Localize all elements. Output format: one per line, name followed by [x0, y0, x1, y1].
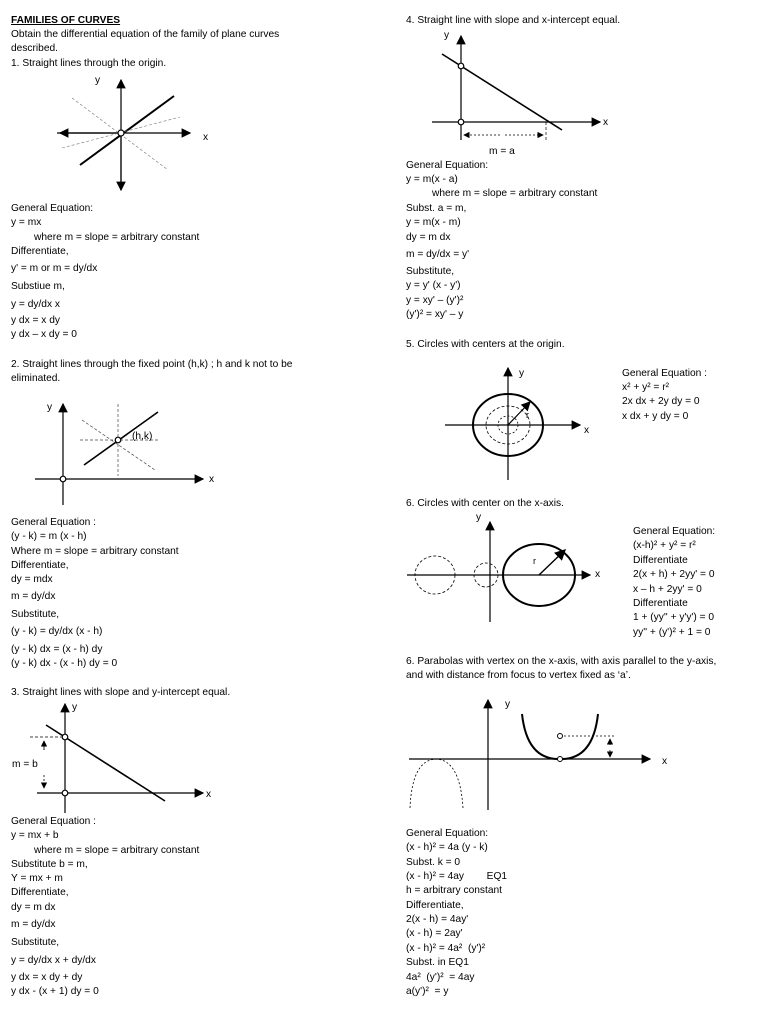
s6a-line-6: 1 + (yy'' + y'y') = 0	[633, 612, 715, 623]
s6a-line-4: x – h + 2yy' = 0	[633, 584, 702, 595]
s3-line-1: y = mx + b	[11, 830, 59, 841]
s6a-line-0: General Equation:	[633, 526, 716, 537]
s6b-heading-2: and with distance from focus to vertex fixed as ‘a’.	[406, 670, 631, 681]
s1-axis-x: x	[203, 132, 209, 143]
s6a-radius-label: r	[533, 556, 536, 566]
s3-line-2: where m = slope = arbitrary constant	[34, 845, 200, 856]
s4-heading: 4. Straight line with slope and x-intercept equal.	[406, 15, 621, 26]
s6a-axis-x: x	[595, 569, 601, 580]
s2-point-label: (h,k)	[132, 431, 153, 442]
s3-axis-y: y	[72, 702, 78, 713]
s3-heading: 3. Straight lines with slope and y-intercept equal.	[11, 687, 231, 698]
page-title: FAMILIES OF CURVES	[11, 15, 121, 26]
s1-line-1: y = mx	[11, 217, 42, 228]
s2-line-8: (y - k) dx = (x - h) dy	[11, 644, 103, 655]
s2-line-6: Substitute,	[11, 609, 60, 620]
s6b-line-2: Subst. k = 0	[406, 857, 461, 868]
s6b-line-1: (x - h)² = 4a (y - k)	[406, 842, 488, 853]
s4-line-10: (y')² = xy' – y	[406, 309, 464, 320]
s2-line-9: (y - k) dx - (x - h) dy = 0	[11, 658, 118, 669]
intro-line-1: Obtain the differential equation of the family of plane curves	[11, 29, 280, 40]
s3-line-3: Substitute b = m,	[11, 859, 88, 870]
s6a-heading: 6. Circles with center on the x-axis.	[406, 498, 564, 509]
s4-line-4: y = m(x - m)	[406, 217, 461, 228]
s4-line-3: Subst. a = m,	[406, 203, 467, 214]
s2-line-7: (y - k) = dy/dx (x - h)	[11, 626, 103, 637]
s1-line-6: y = dy/dx x	[11, 299, 60, 310]
s5-radius-label: r	[526, 410, 529, 420]
s6a-line-2: Differentiate	[633, 555, 688, 566]
s5-line-0: General Equation :	[622, 368, 707, 379]
s6b-line-9: Subst. in EQ1	[406, 957, 469, 968]
s4-axis-x: x	[603, 117, 609, 128]
s6b-heading: 6. Parabolas with vertex on the x-axis, with axis parallel to the y-axis,	[406, 656, 717, 667]
s1-line-0: General Equation:	[11, 203, 94, 214]
s2-line-3: Differentiate,	[11, 560, 69, 571]
s1-line-4: y' = m or m = dy/dx	[11, 263, 98, 274]
s4-axis-y: y	[444, 30, 450, 41]
s3-line-7: m = dy/dx	[11, 919, 56, 930]
s5-axis-y: y	[519, 368, 525, 379]
s2-line-5: m = dy/dx	[11, 591, 56, 602]
s6b-line-8: (x - h)² = 4a² (y')²	[406, 943, 486, 954]
s4-line-5: dy = m dx	[406, 232, 451, 243]
s6b-line-10: 4a² (y')² = 4ay	[406, 972, 475, 983]
s6a-line-5: Differentiate	[633, 598, 688, 609]
s1-line-3: Differentiate,	[11, 246, 69, 257]
s6b-line-11: a(y')² = y	[406, 986, 449, 997]
s6a-line-7: yy'' + (y')² + 1 = 0	[633, 627, 711, 638]
s6b-axis-y: y	[505, 699, 511, 710]
intro-line-2: described.	[11, 43, 59, 54]
s5-line-3: x dx + y dy = 0	[622, 411, 689, 422]
s4-line-1: y = m(x - a)	[406, 174, 458, 185]
s4-line-2: where m = slope = arbitrary constant	[432, 188, 598, 199]
s6b-line-5: Differentiate,	[406, 900, 464, 911]
s2-line-4: dy = mdx	[11, 574, 53, 585]
s3-line-9: y = dy/dx x + dy/dx	[11, 955, 96, 966]
s5-axis-x: x	[584, 425, 590, 436]
s3-line-6: dy = m dx	[11, 902, 56, 913]
s6b-line-4: h = arbitrary constant	[406, 885, 502, 896]
s6b-line-7: (x - h) = 2ay'	[406, 928, 463, 939]
s2-line-0: General Equation :	[11, 517, 96, 528]
s5-line-1: x² + y² = r²	[622, 382, 669, 393]
s3-line-10: y dx = x dy + dy	[11, 972, 83, 983]
s3-label-mb: m = b	[12, 759, 38, 770]
s2-heading-2: eliminated.	[11, 373, 61, 384]
s3-line-0: General Equation :	[11, 816, 96, 827]
s4-line-0: General Equation:	[406, 160, 489, 171]
s1-heading: 1. Straight lines through the origin.	[11, 58, 167, 69]
s3-line-11: y dx - (x + 1) dy = 0	[11, 986, 99, 997]
s6a-line-3: 2(x + h) + 2yy' = 0	[633, 569, 715, 580]
s6b-line-3: (x - h)² = 4ay EQ1	[406, 871, 508, 882]
s4-label-ma: m = a	[489, 146, 515, 157]
s4-line-6: m = dy/dx = y'	[406, 249, 470, 260]
s3-line-4: Y = mx + m	[11, 873, 63, 884]
s2-line-2: Where m = slope = arbitrary constant	[11, 546, 179, 557]
s5-line-2: 2x dx + 2y dy = 0	[622, 396, 700, 407]
s6a-axis-y: y	[476, 512, 482, 523]
s2-heading: 2. Straight lines through the fixed point (h,k) ; h and k not to be	[11, 359, 293, 370]
s1-line-7: y dx = x dy	[11, 315, 60, 326]
s2-line-1: (y - k) = m (x - h)	[11, 531, 87, 542]
s3-line-5: Differentiate,	[11, 887, 69, 898]
s3-line-8: Substitute,	[11, 937, 60, 948]
s1-line-8: y dx – x dy = 0	[11, 329, 77, 340]
s4-line-9: y = xy' – (y')²	[406, 295, 464, 306]
s3-axis-x: x	[206, 789, 212, 800]
s4-line-7: Substitute,	[406, 266, 455, 277]
s2-axis-y: y	[47, 402, 53, 413]
s1-line-2: where m = slope = arbitrary constant	[34, 232, 200, 243]
s6b-line-6: 2(x - h) = 4ay'	[406, 914, 469, 925]
s1-axis-y: y	[95, 75, 101, 86]
s6b-line-0: General Equation:	[406, 828, 489, 839]
s6a-line-1: (x-h)² + y² = r²	[633, 540, 696, 551]
s1-line-5: Substiue m,	[11, 281, 65, 292]
s2-axis-x: x	[209, 474, 215, 485]
s4-line-8: y = y' (x - y')	[406, 280, 461, 291]
s6b-axis-x: x	[662, 756, 668, 767]
s5-heading: 5. Circles with centers at the origin.	[406, 339, 565, 350]
